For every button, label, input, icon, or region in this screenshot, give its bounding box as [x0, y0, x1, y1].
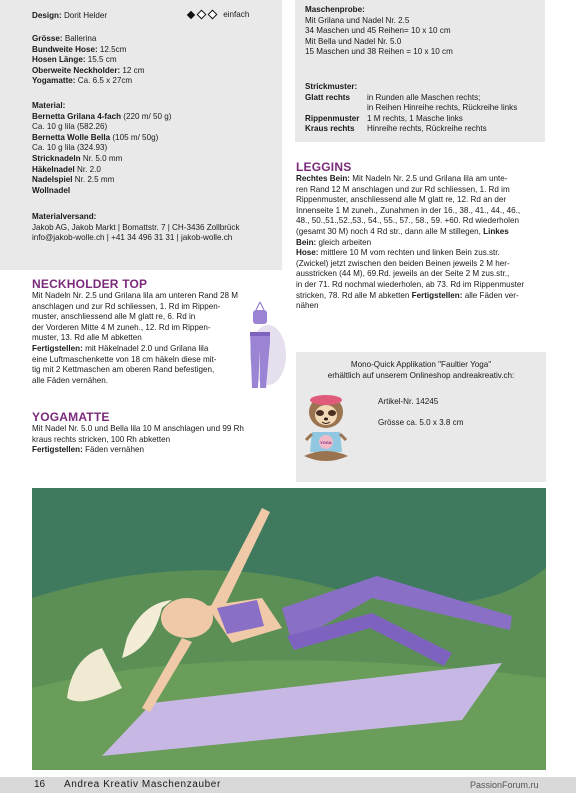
strickmuster-row: Glatt rechts in Runden alle Maschen rechts; — [305, 92, 481, 102]
strickmuster-title: Strickmuster: — [305, 82, 358, 91]
leggins-line: (gesamt 30 M) noch 4 Rd str., dann alle M stillegen, Linkes — [296, 226, 509, 236]
size-row: Yogamatte: Ca. 6.5 x 27cm — [32, 76, 133, 86]
material-title: Material: — [32, 101, 66, 110]
maschenprobe-line: Mit Bella und Nadel Nr. 5.0 — [305, 36, 402, 46]
leggins-line: in der 71. Rd nochmal wiederholen, ab 73. Rd im Rippenmuster — [296, 279, 525, 289]
watermark: PassionForum.ru — [470, 780, 539, 790]
promo-line-1: Mono-Quick Applikation "Faultier Yoga" — [350, 360, 492, 369]
promo-line-2: erhältlich auf unserem Onlineshop andreakreativ.ch: — [327, 371, 515, 380]
leggins-text — [296, 174, 546, 312]
material-line: Häkelnadel Nr. 2.0 — [32, 164, 101, 174]
sizes-block — [32, 34, 144, 87]
leggins-line: Innenseite 1 M zuneh., Zunahmen in der 16., 38., 41., 44., 46., — [296, 205, 521, 215]
size-row: Bundweite Hose: 12.5cm — [32, 44, 127, 54]
material-line: Wollnadel — [32, 185, 71, 195]
material-line: Stricknadeln Nr. 5.0 mm — [32, 153, 123, 163]
yogamatte-text: Mit Nadel Nr. 5.0 und Bella lila 10 M anschlagen und 99 Rh kraus rechts stricken, 100 Rh abketten Fertigstellen: Fäden vernähen — [32, 424, 244, 455]
maschenprobe-line: 34 Maschen und 45 Reihen= 10 x 10 cm — [305, 26, 451, 36]
size-row: Hosen Länge: 15.5 cm — [32, 55, 117, 65]
leggins-line: ausstricken (44 M), 69.Rd. jeweils an der Seite 2 M zus.str., — [296, 269, 510, 279]
outfit-illustration — [236, 300, 288, 392]
yogamatte-heading: YOGAMATTE — [32, 410, 110, 424]
diamond-empty-icon — [197, 10, 207, 20]
versand-contact: info@jakob-wolle.ch | +41 34 496 31 31 | jakob-wolle.ch — [32, 233, 233, 243]
diamond-filled-icon — [187, 11, 195, 19]
neckholder-heading: NECKHOLDER TOP — [32, 277, 148, 291]
material-line: Bernetta Wolle Bella (105 m/ 50g) — [32, 132, 159, 142]
versand-block — [32, 212, 240, 244]
design-label: Design: — [32, 11, 62, 20]
versand-address: Jakob AG, Jakob Markt | Bomattstr. 7 | CH-3436 Zollbrück — [32, 222, 240, 232]
material-block — [32, 101, 171, 196]
diamond-empty-icon — [208, 10, 218, 20]
size-row: Oberweite Neckholder: 12 cm — [32, 65, 145, 75]
leggins-line: Rechtes Bein: Mit Nadeln Nr. 2.5 und Grilana lila am unte- — [296, 174, 508, 183]
maschenprobe-title: Maschenprobe: — [305, 5, 365, 14]
difficulty-label: einfach — [223, 10, 250, 19]
leggins-heading: LEGGINS — [296, 160, 352, 174]
sloth-applique — [298, 390, 354, 472]
strickmuster-row: Kraus rechts Hinreihe rechts, Rückreihe rechts — [305, 124, 487, 134]
sloth-badge-text: YOGA — [320, 440, 332, 445]
page-number: 16 — [34, 779, 46, 790]
doll-yoga-illustration — [32, 488, 546, 770]
leggins-line: stricken, 78. Rd alle M abketten Fertigstellen: alle Fäden ver- — [296, 290, 519, 300]
material-line: Nadelspiel Nr. 2.5 mm — [32, 175, 115, 185]
versand-title: Materialversand: — [32, 212, 97, 221]
leggins-line: (Zwickel) jetzt zwischen den beiden Beinen jeweils 2 M her- — [296, 258, 510, 268]
leggins-line: nähen — [296, 301, 319, 311]
main-photo — [32, 488, 546, 770]
size-row: Grösse: Ballerina — [32, 34, 97, 43]
leggins-line: ren Rand 12 M anschlagen und zur Rd schliessen, 1. Rd im — [296, 184, 510, 194]
strickmuster-block — [305, 82, 517, 135]
material-line: Ca. 10 g lila (324.93) — [32, 143, 108, 153]
outfit-image — [236, 300, 288, 392]
strickmuster-row: in Reihen Hinreihe rechts, Rückreihe links — [367, 103, 518, 113]
maschenprobe-line: Mit Grilana und Nadel Nr. 2.5 — [305, 15, 410, 25]
neckholder-text: Mit Nadeln Nr. 2.5 und Grilana lila am unteren Rand 28 M anschlagen und zur Rd schliessen, 1. Rd im Rippen- muster, anschliessend alle M glatt re, 6. Rd in der Vorderen Mitte 4 M zuneh., 12. Rd im Rippen- muster, 13. Rd alle M abketten Fertigstellen: mit Häkelnadel 2.0 und Grilana lila eine Luftmaschenkette von 18 cm häkeln diese mit- tig mit 2 Kettmaschen am oberen Rand befestigen, alle Fäden vernähen. — [32, 291, 239, 385]
leggins-line: Bein: gleich arbeiten — [296, 237, 372, 247]
strickmuster-row: Rippenmuster 1 M rechts, 1 Masche links — [305, 113, 463, 123]
material-line: Bernetta Grilana 4-fach (220 m/ 50 g) — [32, 111, 172, 121]
maschenprobe-line: 15 Maschen und 38 Reihen = 10 x 10 cm — [305, 47, 453, 57]
leggins-line: Hose: mittlere 10 M vom rechten und linken Bein zus.str. — [296, 248, 500, 258]
promo-groesse: Grösse ca. 5.0 x 3.8 cm — [378, 418, 464, 427]
material-line: Ca. 10 g lila (582.26) — [32, 122, 108, 132]
magazine-title: Andrea Kreativ Maschenzauber — [64, 779, 221, 790]
promo-artikel: Artikel-Nr. 14245 — [378, 397, 439, 406]
sloth-yoga-icon — [298, 390, 354, 472]
design-value: Dorit Helder — [63, 11, 108, 20]
leggins-line: 48., 50.,51.,52.,53., 54., 55., 57., 58., 59. +60. Rd wiederholen — [296, 216, 519, 226]
difficulty — [186, 10, 249, 21]
maschenprobe-block — [305, 5, 453, 58]
leggins-line: Rippenmuster, anschliessend alle M glatt re, 12. Rd an der — [296, 195, 507, 205]
